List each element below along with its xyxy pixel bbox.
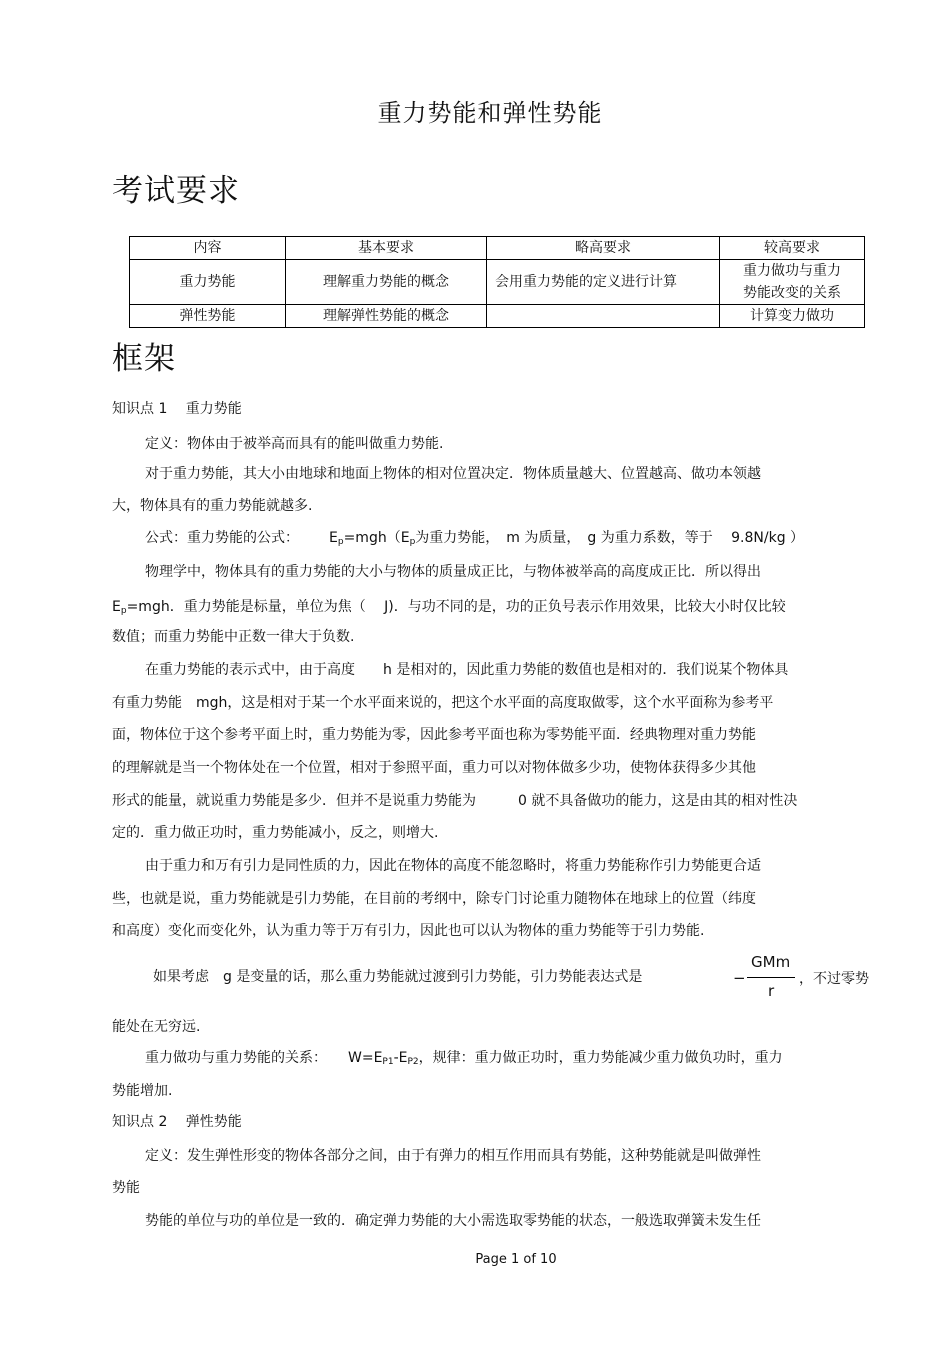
- formula-eq: =mgh（E: [343, 530, 410, 546]
- paragraph-line: 在重力势能的表示式中，由于高度 h 是相对的，因此重力势能的数值也是相对的．我们说某个物体具: [145, 662, 789, 678]
- formula-denominator: r: [768, 982, 775, 1000]
- paragraph-line: 物理学中，物体具有的重力势能的大小与物体的质量成正比，与物体被举高的高度成正比．所以得出: [145, 564, 761, 580]
- paragraph-line: 能处在无穷远.: [112, 1019, 201, 1035]
- table-cell: 重力做功与重力势能改变的关系: [720, 260, 865, 305]
- table-cell: 计算变力做功: [720, 305, 865, 328]
- paragraph-line: 些，也就是说，重力势能就是引力势能，在目前的考纲中，除专门讨论重力随物体在地球上的位置（纬度: [112, 891, 756, 907]
- table-cell: [487, 305, 720, 328]
- paragraph-line: 大，物体具有的重力势能就越多.: [112, 498, 313, 514]
- paragraph-line: 和高度）变化而变化外，认为重力等于万有引力，因此也可以认为物体的重力势能等于引力势能.: [112, 923, 705, 939]
- paragraph-text: -E: [393, 1050, 408, 1066]
- formula-subscript: p: [409, 537, 416, 547]
- paragraph-line: 有重力势能 mgh，这是相对于某一个水平面来说的，把这个水平面的高度取做零，这个水平面称为参考平: [112, 695, 774, 711]
- formula-e: E: [329, 530, 338, 546]
- section-heading-exam: 考试要求: [112, 173, 240, 209]
- formula-rest: 为重力势能， m 为质量， g 为重力系数，等于 9.8N/kg ）: [415, 530, 805, 546]
- table-header-cell: 较高要求: [720, 237, 865, 260]
- paragraph-line: 定义：物体由于被举高而具有的能叫做重力势能.: [145, 436, 444, 452]
- paragraph-line: [112, 596, 786, 616]
- table-header-cell: 基本要求: [286, 237, 487, 260]
- page-title: 重力势能和弹性势能: [377, 99, 603, 127]
- paragraph-line: 对于重力势能，其大小由地球和地面上物体的相对位置决定．物体质量越大、位置越高、做功本领越: [145, 466, 761, 482]
- paragraph-line: [145, 1047, 783, 1067]
- paragraph-line: 如果考虑 g 是变量的话，那么重力势能就过渡到引力势能，引力势能表达式是: [153, 969, 643, 985]
- knowledge-point-2: 知识点 2 弹性势能: [112, 1114, 242, 1130]
- paragraph-line: 定义：发生弹性形变的物体各部分之间，由于有弹力的相互作用而具有势能，这种势能就是叫做弹性: [145, 1148, 761, 1164]
- formula-numerator: GMm: [751, 953, 791, 971]
- subscript: P2: [407, 1057, 419, 1067]
- paragraph-line: 势能的单位与功的单位是一致的．确定弹力势能的大小需选取零势能的状态，一般选取弹簧未发生任: [145, 1213, 761, 1229]
- paragraph-line: 由于重力和万有引力是同性质的力，因此在物体的高度不能忽略时，将重力势能称作引力势能更合适: [145, 858, 761, 874]
- table-cell: 弹性势能: [130, 305, 286, 328]
- table-cell: 理解弹性势能的概念: [286, 305, 487, 328]
- table-cell: 理解重力势能的概念: [286, 260, 487, 305]
- table-header-row: [130, 237, 865, 260]
- subscript: P1: [382, 1057, 394, 1067]
- requirements-table: [129, 236, 865, 328]
- paragraph-text: =mgh．重力势能是标量，单位为焦（ J)．与功不同的是，功的正负号表示作用效果，比较大小时仅比较: [126, 599, 786, 615]
- formula-prefix: 公式：重力势能的公式：: [145, 530, 299, 546]
- paragraph-line: 形式的能量，就说重力势能是多少．但并不是说重力势能为 0 就不具备做功的能力，这是由其的相对性决: [112, 793, 798, 809]
- table-row: [130, 260, 865, 305]
- table-cell: 会用重力势能的定义进行计算: [487, 260, 720, 305]
- formula-subscript: p: [337, 537, 344, 547]
- table-header-cell: 内容: [130, 237, 286, 260]
- formula-line: [145, 527, 804, 547]
- table-cell: 重力势能: [130, 260, 286, 305]
- paragraph-line: 面，物体位于这个参考平面上时，重力势能为零，因此参考平面也称为零势能平面．经典物理对重力势能: [112, 727, 756, 743]
- paragraph-line: 数值；而重力势能中正数一律大于负数.: [112, 629, 355, 645]
- paragraph-text: ，规律：重力做正功时，重力势能减少重力做负功时，重力: [418, 1050, 783, 1066]
- formula-minus: −: [733, 969, 746, 987]
- paragraph-line: 定的．重力做正功时，重力势能减小，反之，则增大.: [112, 825, 439, 841]
- paragraph-line: 的理解就是当一个物体处在一个位置，相对于参照平面，重力可以对物体做多少功，使物体获得多少其他: [112, 760, 756, 776]
- ep-subscript: p: [120, 606, 127, 616]
- paragraph-line: 势能增加.: [112, 1083, 173, 1099]
- paragraph-line: 势能: [112, 1180, 140, 1196]
- ep-symbol: E: [112, 599, 121, 615]
- table-header-cell: 略高要求: [487, 237, 720, 260]
- table-row: [130, 305, 865, 328]
- paragraph-text: 重力做功与重力势能的关系： W=E: [145, 1050, 383, 1066]
- page-number: Page 1 of 10: [475, 1252, 557, 1267]
- paragraph-line: ，不过零势: [799, 971, 869, 987]
- fraction-bar: [747, 977, 795, 978]
- section-heading-frame: 框架: [112, 341, 176, 377]
- knowledge-point-1: 知识点 1 重力势能: [112, 401, 242, 417]
